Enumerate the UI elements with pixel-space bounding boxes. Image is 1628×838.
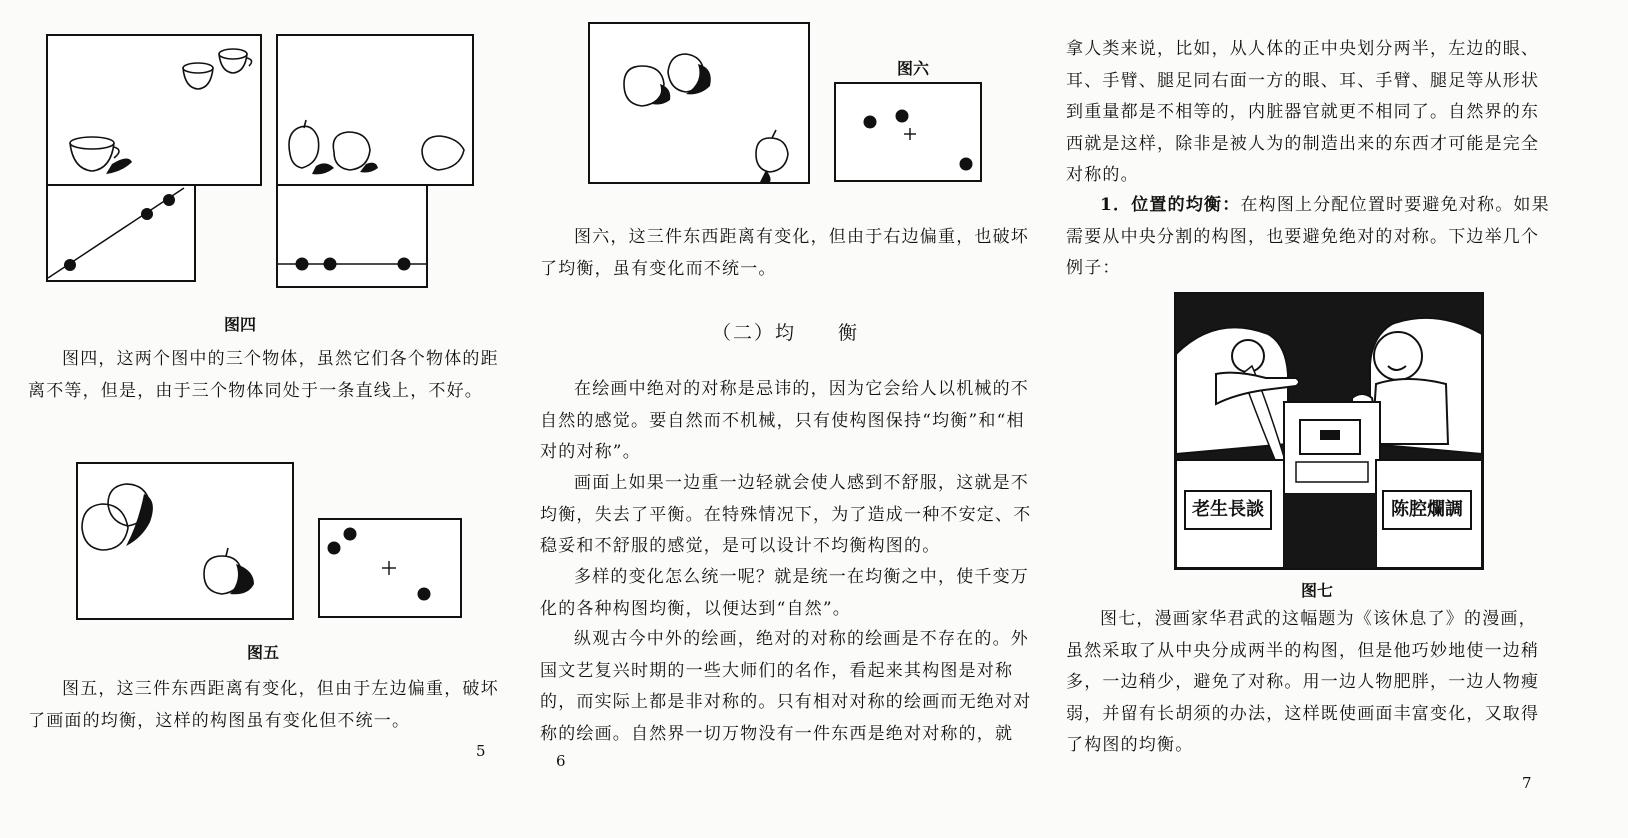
fruits-right-heavy-illustration [590,24,808,182]
fig6-image [588,22,810,184]
sign-left: 老生長談 [1184,490,1272,530]
dots-balance-right-diagram [836,84,980,180]
fig6-dot-diagram [834,82,982,182]
point1-title: 1．位置的均衡： [1100,195,1241,215]
dots-on-line-diagonal [48,186,194,280]
fig5-caption: 图五 [246,643,279,662]
page-number-5: 5 [476,742,486,760]
dots-on-line-horizontal [278,186,426,286]
fig6-caption: 图六 [896,59,929,78]
page-number-6: 6 [556,752,566,770]
fig7-cartoon [1174,292,1484,570]
page6-paragraph-3: 多样的变化怎么统一呢？就是统一在均衡之中，使千变万化的各种构图均衡，以便达到“自然”。 [540,567,1029,619]
center-cross-icon [382,561,396,575]
fig4-left-line-diagram [46,184,196,282]
dots-balance-left-diagram [320,520,460,616]
apples-illustration [78,464,292,618]
fig7-caption: 图七 [1300,581,1333,600]
page-number-7: 7 [1522,774,1532,792]
fig4-text: 图四，这两个图中的三个物体，虽然它们各个物体的距离不等，但是，由于三个物体同处于一条直线上，不好。 [28,349,499,401]
center-cross-icon [904,128,916,140]
fig6-text: 图六，这三件东西距离有变化，但由于右边偏重，也破坏了均衡，虽有变化而不统一。 [540,227,1029,279]
fig4-right-line-diagram [276,184,428,288]
cups-illustration [48,36,260,184]
page6-paragraph-1: 在绘画中绝对的对称是忌讳的，因为它会给人以机械的不自然的感觉。要自然而不机械，只有使构图保持“均衡”和“相对的对称”。 [540,379,1029,462]
page7-point-1 [1066,190,1550,285]
sign-right: 陈腔爛調 [1382,490,1472,530]
page6-paragraph-2: 画面上如果一边重一边轻就会使人感到不舒服，这就是不均衡，失去了平衡。在特殊情况下，为了造成一种不安定、不稳妥和不舒服的感觉，是可以设计不均衡构图的。 [540,473,1032,556]
section-title: （二）均 衡 [712,322,860,344]
fig5-text: 图五，这三件东西距离有变化，但由于左边偏重，破坏了画面的均衡，这样的构图虽有变化但不统一。 [28,679,499,731]
point1-text: 在构图上分配位置时要避免对称。如果需要从中央分割的构图，也要避免绝对的对称。下边举几个例子： [1066,195,1550,278]
fig4-right-image [276,34,474,186]
page7-intro: 拿人类来说，比如，从人体的正中央划分两半，左边的眼、耳、手臂、腿足同右面一方的眼、耳、手臂、腿足等从形状到重量都是不相等的，内脏器官就更不相同了。自然界的东西就是这样，除非是被人为的制造出来的东西才可能是完全对称的。 [1066,39,1540,185]
page6-paragraph-4: 纵观古今中外的绘画，绝对的对称的绘画是不存在的。外国文艺复兴时期的一些大师们的名作，看起来其构图是对称的，而实际上都是非对称的。只有相对对称的绘画而无绝对对称的绘画。自然界一切万物没有一件东西是绝对对称的，就 [540,629,1032,744]
fig5-image [76,462,294,620]
fig5-dot-diagram [318,518,462,618]
fig7-text: 图七，漫画家华君武的这幅题为《该休息了》的漫画，虽然采取了从中央分成两半的构图，但是他巧妙地使一边稍多，一边稍少，避免了对称。用一边人物肥胖，一边人物瘦弱，并留有长胡须的办法，这样既使画面丰富变化，又取得了构图的均衡。 [1066,609,1540,755]
pears-illustration [278,36,472,184]
fig4-left-image [46,34,262,186]
fig4-caption: 图四 [223,315,256,334]
